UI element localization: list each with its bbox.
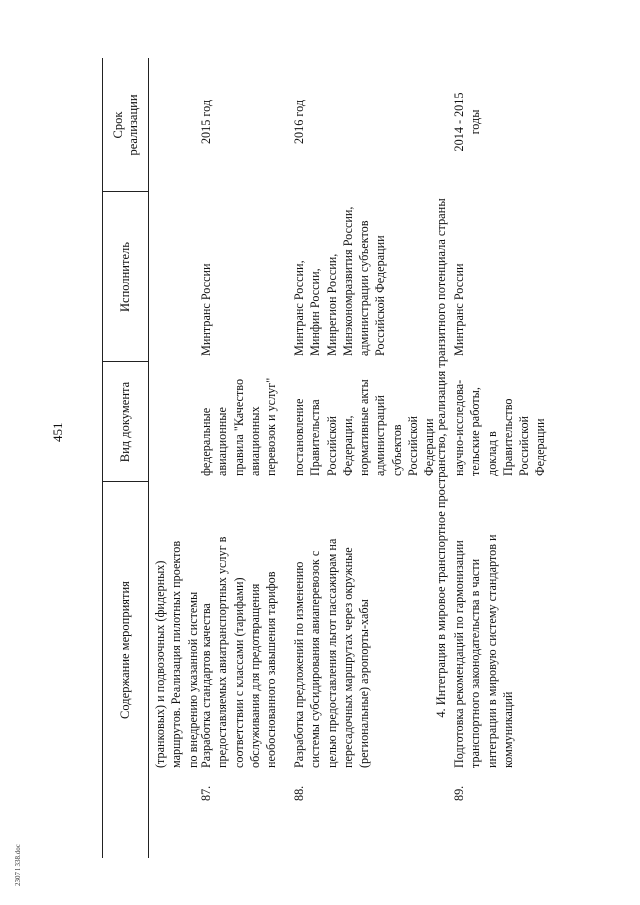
row-doc-type: федеральные авиационные правила "Качество авиационных перевозок и услуг" xyxy=(199,377,279,476)
row-number: 89. xyxy=(452,785,466,801)
page-number: 451 xyxy=(50,422,65,442)
row-content: Подготовка рекомендаций по гармонизации транспортного законодательства в части интеграции в мировую систему стандартов и коммуникаций xyxy=(452,534,515,768)
row-deadline: 2014 - 2015 годы xyxy=(452,92,483,152)
document-id: 2307 l 338.doc xyxy=(14,844,22,886)
row-content: Разработка стандартов качества предоставляемых авиатранспортных услуг в соответствии с классами (тарифами) обслуживания для предотвращения необоснованного завышения тарифов xyxy=(199,536,279,768)
row-deadline: 2015 год xyxy=(199,99,213,145)
header-top-rule xyxy=(102,58,103,858)
row-content: Разработка предложений по изменению системы субсидирования авиаперевозок с целью предоставления льгот пассажирам на пересадочных маршрутах через окружные (региональные) аэропорты-хабы xyxy=(292,538,372,768)
header-bottom-rule xyxy=(148,58,149,858)
row-executor: Минтранс России, Минфин России, Минрегион России, Минэкономразвития России, администрации субъектов Российской Федерации xyxy=(292,206,388,356)
row-executor: Минтранс России xyxy=(452,263,466,356)
row-doc-type: постановление Правительства Российской Федерации, нормативные акты администраций субъектов Российской Федерации xyxy=(292,379,437,476)
section-heading: 4. Интеграция в мировое транспортное пространство, реализация транзитного потенциала страны xyxy=(434,198,448,718)
row-executor: Минтранс России xyxy=(199,263,213,356)
row-number: 88. xyxy=(292,785,306,801)
header-deadline: Срок реализации xyxy=(111,94,140,156)
continuation-text: (транковых) и подвозочных (фидерных) маршрутов. Реализация пилотных проектов по внедрению указанной системы xyxy=(153,540,200,768)
row-number: 87. xyxy=(199,785,213,801)
rotated-table-sheet xyxy=(58,58,598,858)
header-doc-type: Вид документа xyxy=(118,381,132,463)
row-deadline: 2016 год xyxy=(292,99,306,145)
header-content: Содержание мероприятия xyxy=(118,581,132,719)
row-doc-type: научно-исследова- тельские работы, доклад в Правительство Российской Федерации xyxy=(452,379,548,476)
header-executor: Исполнитель xyxy=(118,242,132,312)
